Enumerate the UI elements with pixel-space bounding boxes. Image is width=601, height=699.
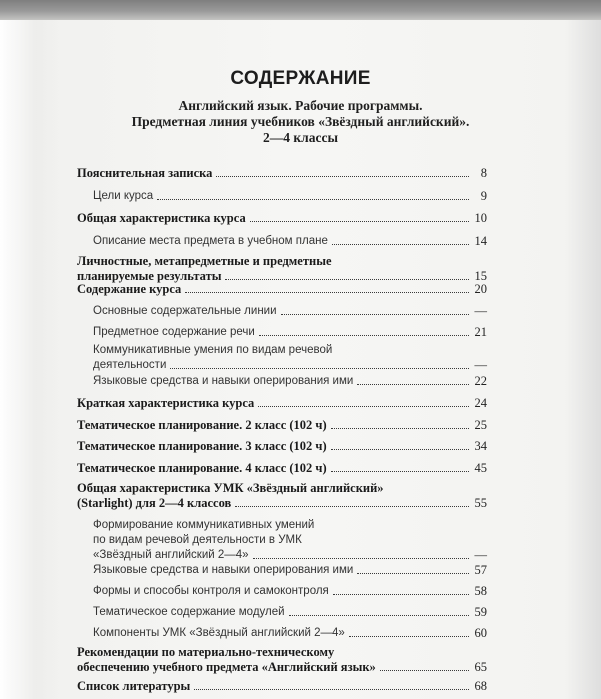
toc-entry-title: Содержание курса [77,282,182,296]
toc-entry-title: Тематическое планирование. 4 класс (102 ч) [77,461,327,475]
dot-leader [357,384,469,385]
toc-entry-title: Список литературы [77,679,191,693]
toc-page-number: 57 [474,563,487,577]
dot-leader [349,636,469,637]
dot-leader [289,615,469,616]
toc-page-number: 55 [474,496,487,510]
toc-entry[interactable] [77,282,487,297]
subtitle-line: Английский язык. Рабочие программы. [178,98,423,113]
toc-entry-title: Тематическое содержание модулей [93,606,285,618]
toc-entry[interactable] [93,563,487,578]
dot-leader [357,573,469,574]
toc-page-number: 68 [474,679,487,693]
toc-entry-title: Языковые средства и навыки оперирования ими [93,564,354,576]
toc-entry[interactable] [93,584,487,599]
toc-entry-title: Формы и способы контроля и самоконтроля [93,585,329,597]
toc-page-number: — [474,358,487,372]
toc-entry[interactable] [93,189,487,204]
dot-leader [185,292,469,293]
toc-page-number: — [474,304,487,318]
toc-entry-title: Компоненты УМК «Звёздный английский 2—4» [93,627,345,639]
toc-entry-title-line: Общая характеристика УМК «Звёздный английский» [77,481,384,495]
toc-entry[interactable] [77,254,487,284]
toc-entry[interactable] [77,211,487,226]
toc-page-number: 45 [474,461,487,475]
toc-entry[interactable] [77,396,487,411]
toc-page-number: 25 [474,418,487,432]
toc-page-number: 21 [474,325,487,339]
dot-leader [216,176,469,177]
toc-entry[interactable] [93,325,487,340]
toc-entry-title-line: Формирование коммуникативных умений [93,519,315,531]
dot-leader [157,199,469,200]
toc-page-number: 24 [474,396,487,410]
toc-entry-title-line: Рекомендации по материально-техническому [77,645,335,659]
toc-entry[interactable] [77,166,487,181]
dot-leader [380,670,469,671]
toc-page-number: 10 [474,211,487,225]
dot-leader [225,279,469,280]
toc-entry-title-line: Личностные, метапредметные и предметные [77,254,332,268]
toc-entry-title: Тематическое планирование. 3 класс (102 ч) [77,439,327,453]
toc-entry[interactable] [77,679,487,694]
toc-entry[interactable] [93,518,487,563]
toc-page-number: 15 [474,269,487,283]
toc-entry[interactable] [93,234,487,249]
toc-page-number: 58 [474,584,487,598]
toc-entry-title: деятельности [93,359,167,371]
toc-entry[interactable] [93,605,487,620]
toc-page-number: 34 [474,439,487,453]
toc-entry[interactable] [77,439,487,454]
toc-entry-title: Тематическое планирование. 2 класс (102 ч) [77,418,327,432]
dot-leader [332,244,469,245]
toc-entry[interactable] [93,343,487,373]
toc-entry[interactable] [77,481,487,511]
page-title: СОДЕРЖАНИЕ [230,68,371,89]
toc-page-number: 22 [474,374,487,388]
toc-entry-title: Предметное содержание речи [93,326,255,338]
subtitle-line: Предметная линия учебников «Звёздный английский». [131,114,470,129]
dot-leader [170,368,469,369]
dot-leader [253,558,469,559]
dot-leader [333,594,469,595]
toc-entry-title: (Starlight) для 2—4 классов [77,496,232,510]
toc-page-number: 59 [474,605,487,619]
dot-leader [258,406,469,407]
dot-leader [259,335,469,336]
toc-page-number: 60 [474,626,487,640]
toc-page-number: 8 [480,166,487,180]
toc-entry-title: Цели курса [93,190,154,202]
toc-entry-title: планируемые результаты [77,269,222,283]
dot-leader [281,314,469,315]
toc-entry-title: «Звёздный английский 2—4» [93,549,249,561]
toc-entry-title: Общая характеристика курса [77,211,246,225]
toc-entry[interactable] [93,304,487,319]
toc-page-number: 9 [480,189,487,203]
dot-leader [194,689,469,690]
toc-entry[interactable] [77,418,487,433]
dot-leader [250,221,469,222]
toc-entry[interactable] [93,626,487,641]
toc-entry-title: обеспечению учебного предмета «Английский язык» [77,660,376,674]
dot-leader [331,471,469,472]
toc-page-number: 65 [474,660,487,674]
toc-entry-title: Языковые средства и навыки оперирования ими [93,375,354,387]
subtitle-line: 2—4 классы [262,130,338,145]
toc-entry[interactable] [77,645,487,675]
toc-entry[interactable] [93,374,487,389]
toc-page-number: 14 [474,234,487,248]
toc-page-number: 20 [474,282,487,296]
toc-entry[interactable] [77,461,487,476]
toc-entry-title-line: по видам речевой деятельности в УМК [93,534,302,546]
toc-entry-title: Описание места предмета в учебном плане [93,235,328,247]
toc-page-number: — [474,548,487,562]
dot-leader [331,428,469,429]
dot-leader [235,506,469,507]
toc-entry-title-line: Коммуникативные умения по видам речевой [93,344,333,356]
toc-entry-title: Пояснительная записка [77,166,213,180]
dot-leader [331,449,469,450]
toc-entry-title: Основные содержательные линии [93,305,277,317]
toc-entry-title: Краткая характеристика курса [77,396,255,410]
